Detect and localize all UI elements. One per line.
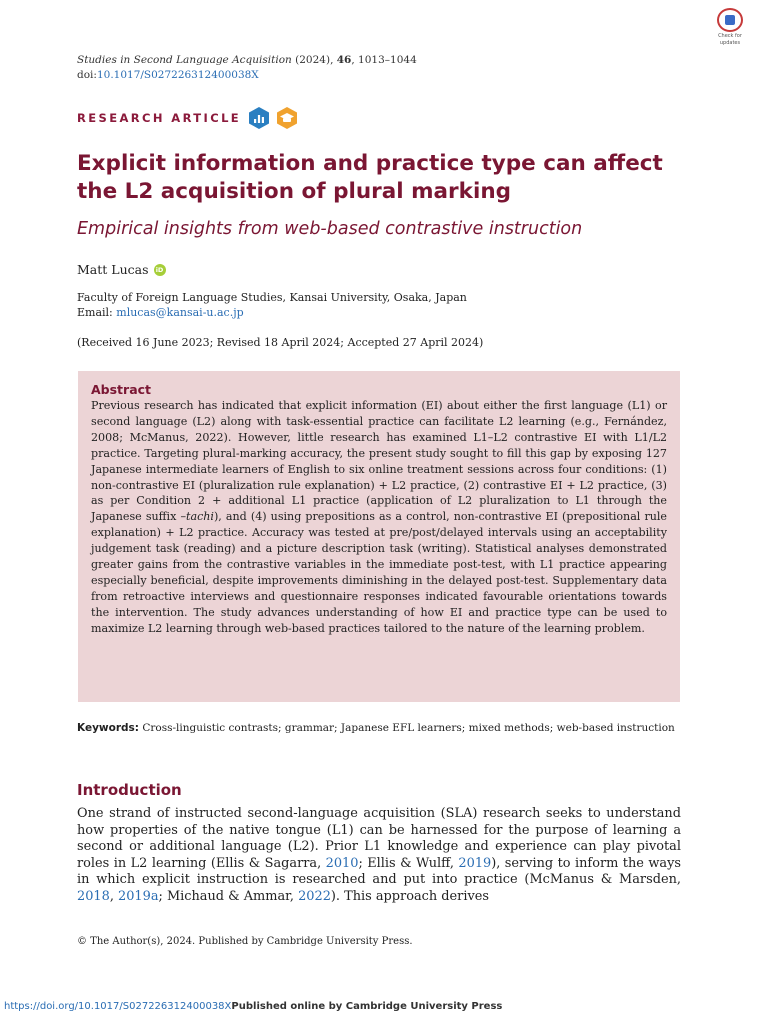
intro-text-4: , [109, 888, 119, 904]
keywords-text: Cross-linguistic contrasts; grammar; Japanese EFL learners; mixed methods; web-based instruction [138, 722, 675, 734]
citation-link[interactable]: 2019a [118, 888, 159, 904]
orcid-icon[interactable]: iD [154, 264, 166, 276]
article-subtitle: Empirical insights from web-based contrastive instruction [77, 219, 583, 239]
email-label: Email: [77, 306, 117, 319]
footer-doi-link[interactable]: https://doi.org/10.1017/S027226312400038X [4, 1001, 232, 1012]
email-link[interactable]: mlucas@kansai-u.ac.jp [116, 306, 244, 319]
intro-text-1: One strand of instructed second-language acquisition (SLA) research seeks to understand how properties of the native tongue (L1) can be harnessed for the purpose of learning a second or additional language (L2). Prior L1 knowledge and experience can play pivotal roles in L2 learning (Ellis & Sagarra, [77, 806, 681, 871]
open-data-badge-icon[interactable] [249, 107, 269, 129]
journal-name: Studies in Second Language Acquisition [77, 54, 292, 66]
intro-text-3: ), serving to inform the ways in which explicit instruction is researched and put into practice (McManus & Marsden, [77, 855, 681, 888]
abstract-part1: Previous research has indicated that explicit information (EI) about either the first language (L1) or second language (L2) along with task-essential practice can facilitate L2 learning (e.g., Fernández, 2008; McManus, 2022). However, little research has examined L1–L2 contrastive EI with L1/L2 practice. Targeting plural-marking accuracy, the present study sought to fill this gap by exposing 127 Japanese intermediate learners of English to six online treatment sessions across four conditions: (1) non-contrastive EI (pluralization rule explanation) + L2 practice, (2) contrastive EI + L2 practice, (3) as per Condition 2 + additional L1 practice (application of L2 pluralization to L1 through the Japanese suffix [91, 399, 667, 524]
abstract-heading: Abstract [91, 382, 152, 397]
intro-text-6: ). This approach derives [330, 888, 489, 904]
doi-label: doi: [77, 69, 97, 81]
abstract-text [91, 398, 667, 637]
check-updates-icon [717, 8, 743, 32]
keywords [77, 721, 677, 736]
author-name[interactable]: Matt Lucas [77, 262, 149, 277]
journal-pages: , 1013–1044 [351, 54, 417, 66]
doi-link[interactable]: 10.1017/S027226312400038X [96, 69, 259, 81]
introduction-heading: Introduction [77, 781, 182, 799]
affiliation [77, 290, 467, 320]
footer-published: Published online by Cambridge University Press [231, 1001, 503, 1012]
abstract-part2: ), and (4) using prepositions as a control, non-contrastive EI (prepositional rule explanation) + L2 practice. Accuracy was tested at pre/post/delayed intervals using an acceptability judgement task (reading) and a picture description task (writing). Statistical analyses demonstrated greater gains from the contrastive variables in the immediate post-test, with L1 practice appearing especially beneficial, despite improvements diminishing in the delayed post-test. Supplementary data from retroactive interviews and questionnaire responses indicated favourable orientations towards the intervention. The study advances understanding of how EI and practice type can be used to maximize L2 learning through web-based practices tailored to the nature of the learning problem. [91, 510, 667, 635]
citation-link[interactable]: 2018 [77, 888, 110, 904]
abstract-suffix: –tachi [180, 510, 214, 524]
open-materials-badge-icon[interactable] [277, 107, 297, 129]
check-updates-line1: Check for [718, 33, 742, 39]
citation-link[interactable]: 2022 [298, 888, 331, 904]
page-footer [4, 1001, 502, 1012]
keywords-label: Keywords: [77, 722, 139, 734]
article-type-label: RESEARCH ARTICLE [77, 111, 242, 125]
article-title: Explicit information and practice type can affect the L2 acquisition of plural marking [77, 151, 663, 204]
intro-text-5: ; Michaud & Ammar, [158, 888, 299, 904]
citation-link[interactable]: 2010 [325, 855, 359, 871]
journal-citation [77, 53, 417, 83]
author [77, 262, 166, 277]
received-dates: (Received 16 June 2023; Revised 18 April 2024; Accepted 27 April 2024) [77, 336, 484, 349]
check-for-updates-badge[interactable] [712, 8, 748, 46]
affiliation-line: Faculty of Foreign Language Studies, Kansai University, Osaka, Japan [77, 291, 467, 304]
intro-text-2: ; Ellis & Wulff, [358, 855, 459, 871]
check-updates-line2: updates [719, 40, 741, 46]
journal-volume: 46 [336, 54, 352, 66]
citation-link[interactable]: 2019 [458, 855, 492, 871]
abstract-box [78, 371, 680, 702]
article-type [77, 108, 297, 128]
journal-year: (2024), [291, 54, 337, 66]
copyright-notice: © The Author(s), 2024. Published by Cambridge University Press. [77, 936, 413, 947]
introduction-text [77, 806, 681, 906]
